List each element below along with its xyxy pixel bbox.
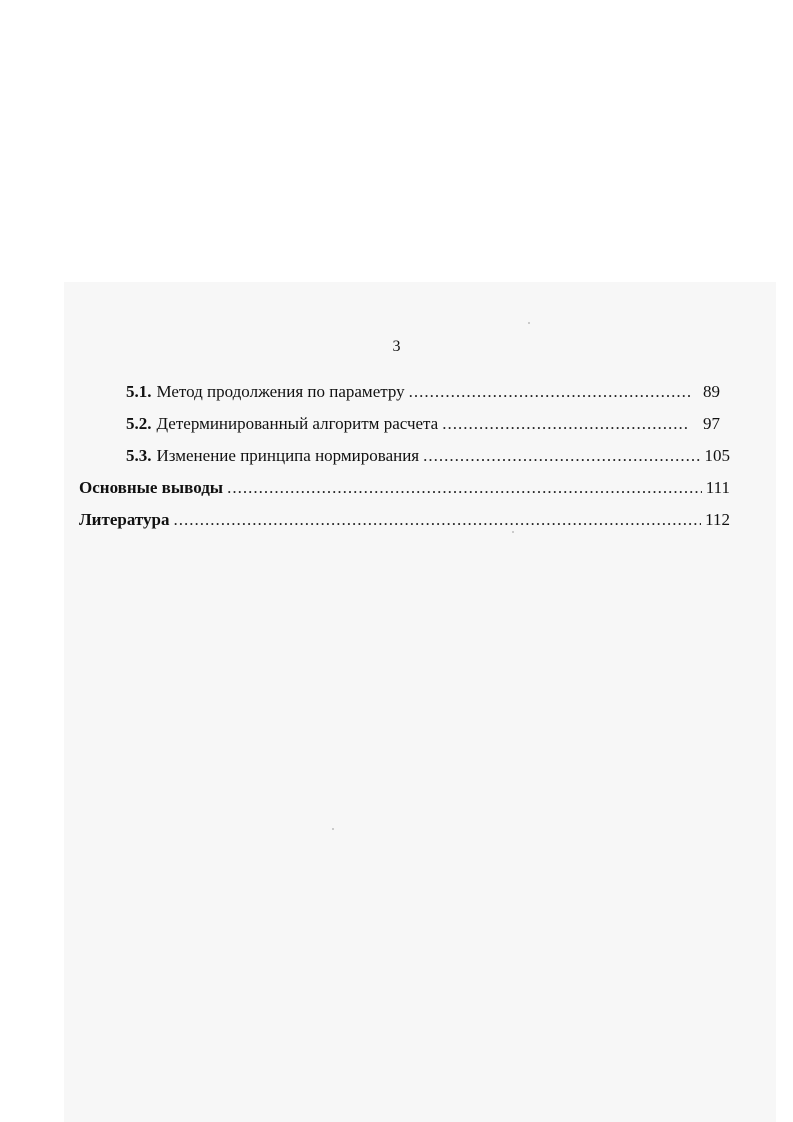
toc-entry-title: Литература xyxy=(79,510,170,529)
toc-dot-leader xyxy=(227,477,702,499)
toc-entry-page: 97 xyxy=(703,414,720,433)
toc-entry-title: Метод продолжения по параметру xyxy=(156,382,405,401)
toc-entry-title: Изменение принципа нормирования xyxy=(156,446,420,465)
toc-dot-leader xyxy=(173,509,701,531)
toc-entry-page: 111 xyxy=(705,478,730,497)
toc-entry[interactable] xyxy=(79,509,730,531)
toc-entry-number: 5.1. xyxy=(126,382,152,401)
toc-entry-page: 112 xyxy=(705,510,730,529)
toc-entry-title: Основные выводы xyxy=(79,478,224,497)
toc-entry[interactable] xyxy=(126,381,720,403)
toc-entry-number: 5.2. xyxy=(126,414,152,433)
toc-entry-page: 89 xyxy=(703,382,720,401)
toc-dot-leader xyxy=(423,445,700,467)
toc-entry[interactable] xyxy=(79,477,730,499)
toc-entry-page: 105 xyxy=(704,446,730,465)
page-number: 3 xyxy=(392,338,401,355)
toc-entry[interactable] xyxy=(126,413,720,435)
toc-entry[interactable] xyxy=(126,445,730,467)
toc-entry-number: 5.3. xyxy=(126,446,152,465)
toc-dot-leader xyxy=(442,413,690,435)
toc-dot-leader xyxy=(409,381,690,403)
toc-entry-title: Детерминированный алгоритм расчета xyxy=(156,414,439,433)
